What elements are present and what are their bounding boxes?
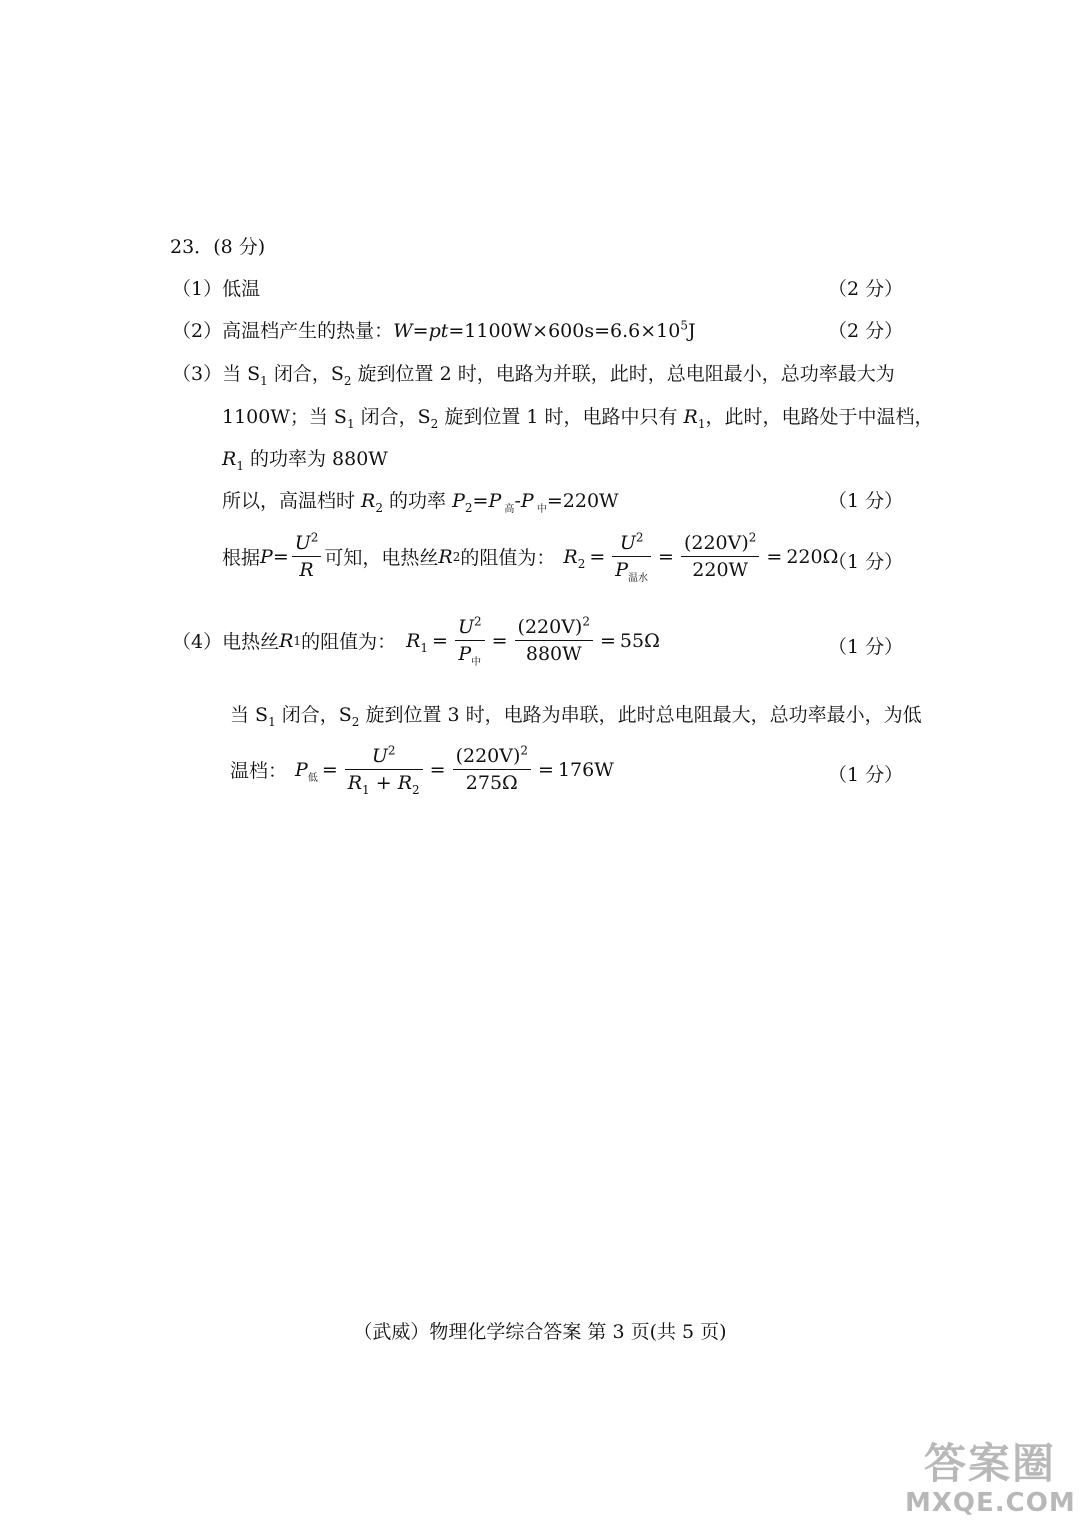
part3-l5-num2-exp: 2 <box>635 530 644 545</box>
part3-l1-sub1: 1 <box>260 373 268 388</box>
part3-line2 <box>222 402 934 429</box>
part4-l3-p: P <box>295 758 308 781</box>
part4-l2-a: 当 S <box>230 704 269 726</box>
part3-l2-sub1: 1 <box>346 416 355 431</box>
part4-l1-den: P <box>458 643 472 665</box>
part3-l5-r2sub: 2 <box>577 556 586 571</box>
part3-l4-p3: P <box>520 490 534 512</box>
part4-l3-den-r1sub: 1 <box>362 782 370 797</box>
part1-points: （2 分） <box>828 278 904 300</box>
part4-l2-sub2: 2 <box>351 714 360 729</box>
part3-line4-points: （1 分） <box>828 490 904 512</box>
part4-label: （4） <box>172 631 223 653</box>
part3-l4-rsub: 2 <box>375 500 383 515</box>
part3-l5-frac1 <box>292 530 322 583</box>
part3-l5-num: U <box>294 532 311 554</box>
part3-l5-r2: R <box>563 545 578 568</box>
part4-l1-den-sub: 中 <box>471 656 482 668</box>
part1-text: 低温 <box>222 278 261 300</box>
part4-l2-sub1: 1 <box>268 714 276 729</box>
part3-l4-p: P <box>452 490 465 512</box>
part2-label: （2） <box>172 320 223 342</box>
part2-formula-exp: 5 <box>680 318 688 333</box>
part3-l5-frac3 <box>681 530 759 583</box>
question-number: 23． <box>170 236 214 258</box>
part4-l3-frac2 <box>453 743 531 796</box>
part3-line3 <box>222 444 388 471</box>
part2-points: （2 分） <box>828 320 904 342</box>
part2-text: 高温档产生的热量： <box>222 320 394 342</box>
part4-l1-r2: R <box>406 629 421 652</box>
part4-line3: 温档： $P_低$ = $\frac{U^2}{R_1 + R_2}$ = $\frac{(220V)^2}{275\Omega}$ = 176W <box>230 743 614 797</box>
part3-l1-b: 闭合，S <box>267 363 344 385</box>
part3-l5-p: P <box>260 545 273 568</box>
part4-l3-a: 温档： <box>230 760 288 782</box>
part3-l3-text: 的功率为 880W <box>243 448 388 470</box>
part4-l1-frac1 <box>455 614 485 667</box>
part2-formula-unit: J <box>688 320 696 342</box>
part1-label: （1） <box>172 278 223 300</box>
part3-l4-minus: - <box>514 490 521 512</box>
part3-l2-d: ，此时，电路处于中温档， <box>705 406 934 428</box>
part4-line3-points: （1 分） <box>828 764 904 786</box>
part3-label: （3） <box>172 363 223 385</box>
part3-l5-num3-exp: 2 <box>748 530 757 545</box>
part3-l5-den2-sub: 温水 <box>628 572 649 584</box>
part3-l5-den2: P <box>615 559 629 581</box>
part2-formula-eq: = <box>412 320 429 342</box>
part3-l3-r: R <box>222 448 237 470</box>
part3-l5-a: 根据 <box>222 547 261 569</box>
part4-line1-points: （1 分） <box>828 636 904 658</box>
part3-l5-b: 可知，电热丝 <box>324 547 439 569</box>
part3-l4-a: 所以，高温档时 <box>222 490 362 512</box>
part3-l4-r: R <box>361 490 376 512</box>
part3-l5-frac2 <box>612 530 651 583</box>
part4-l3-num2: (220V) <box>455 745 521 767</box>
part4-l3-den-r2sub: 2 <box>412 782 420 797</box>
part3-line1 <box>172 359 895 386</box>
part4-l3-num-exp: 2 <box>387 743 396 758</box>
part1-line <box>172 274 260 301</box>
part3-l5-c: 的阻值为： <box>460 547 556 569</box>
part3-l5-eq: = <box>272 545 289 568</box>
part3-l4-b: 的功率 <box>383 490 453 512</box>
part3-l2-sub2: 2 <box>430 416 439 431</box>
part3-l4-mid: 中 <box>533 503 547 515</box>
part3-l4-eq: = <box>472 490 489 512</box>
part3-l5-num-exp: 2 <box>310 530 319 545</box>
part4-l3-den2: 275Ω <box>465 772 518 794</box>
part3-l5-den: R <box>299 559 314 581</box>
part4-l1-frac2 <box>515 614 593 667</box>
part3-l4-psub: 2 <box>464 500 473 515</box>
part4-l1-a: 电热丝 <box>222 631 280 653</box>
part4-l2-c: 旋到位置 3 时，电路为串联，此时总电阻最大，总功率最小，为低 <box>359 704 922 726</box>
watermark-logo <box>905 1440 1075 1525</box>
part4-line1: （4）电热丝R1的阻值为： $R_1$ = $\frac{U^2}{P_中}$ = $\frac{(220V)^2}{880W}$ = 55Ω <box>172 614 660 668</box>
part3-l4-res: =220W <box>546 490 619 512</box>
part3-l1-a: 当 S <box>222 363 261 385</box>
part4-l3-frac1 <box>345 743 423 796</box>
part2-line <box>172 316 696 343</box>
part3-l2-b: 闭合，S <box>354 406 431 428</box>
part4-l2-b: 闭合，S <box>275 704 352 726</box>
part3-line5: 根据P= $\frac{U^2}{R}$ 可知，电热丝R2的阻值为： $R_2$ = $\frac{U^2}{P_{温水}}$ = $\frac{(220V)^2}{220W}$ = 220Ω <box>222 530 839 584</box>
part3-l1-sub2: 2 <box>343 373 352 388</box>
part3-l3-rsub: 1 <box>236 458 244 473</box>
part3-l4-p2: P <box>488 490 502 512</box>
watermark-line1: 答案圈 <box>923 1439 1056 1488</box>
part3-l2-c: 旋到位置 1 时，电路中只有 <box>438 406 684 428</box>
part3-l4-high: 高 <box>501 503 515 515</box>
part3-l2-a: 1100W；当 S <box>222 406 347 428</box>
part4-l3-den-plus: + <box>369 772 398 794</box>
part4-l1-num: U <box>457 616 474 638</box>
part3-line5-points: （1 分） <box>828 551 904 573</box>
part4-l1-den2: 880W <box>525 643 582 665</box>
part4-l1-r: R <box>279 629 294 652</box>
part4-l1-num2-exp: 2 <box>582 614 590 629</box>
watermark-line2: MXQE.COM <box>905 1488 1076 1518</box>
part2-formula-p: pt <box>428 320 449 342</box>
question-score: (8 分) <box>213 236 266 258</box>
part4-line2 <box>230 700 922 727</box>
part4-l1-r2sub: 1 <box>420 640 429 655</box>
page-footer: （武威）物理化学综合答案 第 3 页(共 5 页) <box>353 1321 727 1343</box>
part4-l3-res: 176W <box>557 758 614 781</box>
part3-l5-num2: U <box>619 532 636 554</box>
part3-l5-den3: 220W <box>692 559 749 581</box>
part3-l1-c: 旋到位置 2 时，电路为并联，此时，总电阻最小，总功率最大为 <box>351 363 895 385</box>
part3-l2-r: R <box>683 406 698 428</box>
part4-l1-num2: (220V) <box>517 616 583 638</box>
part3-l5-num3: (220V) <box>683 532 749 554</box>
part4-l3-den-r2: R <box>397 772 412 794</box>
question-header <box>170 232 265 259</box>
part4-l1-b: 的阻值为： <box>301 631 397 653</box>
part4-l3-den-r1: R <box>347 772 363 794</box>
part4-l1-res: 55Ω <box>619 629 660 652</box>
part4-l3-num2-exp: 2 <box>520 743 529 758</box>
part3-l5-res: 220Ω <box>786 545 839 568</box>
part4-l1-num-exp: 2 <box>473 614 482 629</box>
part4-l3-num: U <box>371 745 388 767</box>
part3-l5-r: R <box>438 545 453 568</box>
part2-formula-var: W <box>393 320 413 342</box>
part2-formula-rest: =1100W×600s=6.6×10 <box>448 320 681 342</box>
part3-l2-rsub: 1 <box>697 416 706 431</box>
part4-l3-psub: 低 <box>307 772 318 784</box>
part3-line4 <box>222 486 619 513</box>
